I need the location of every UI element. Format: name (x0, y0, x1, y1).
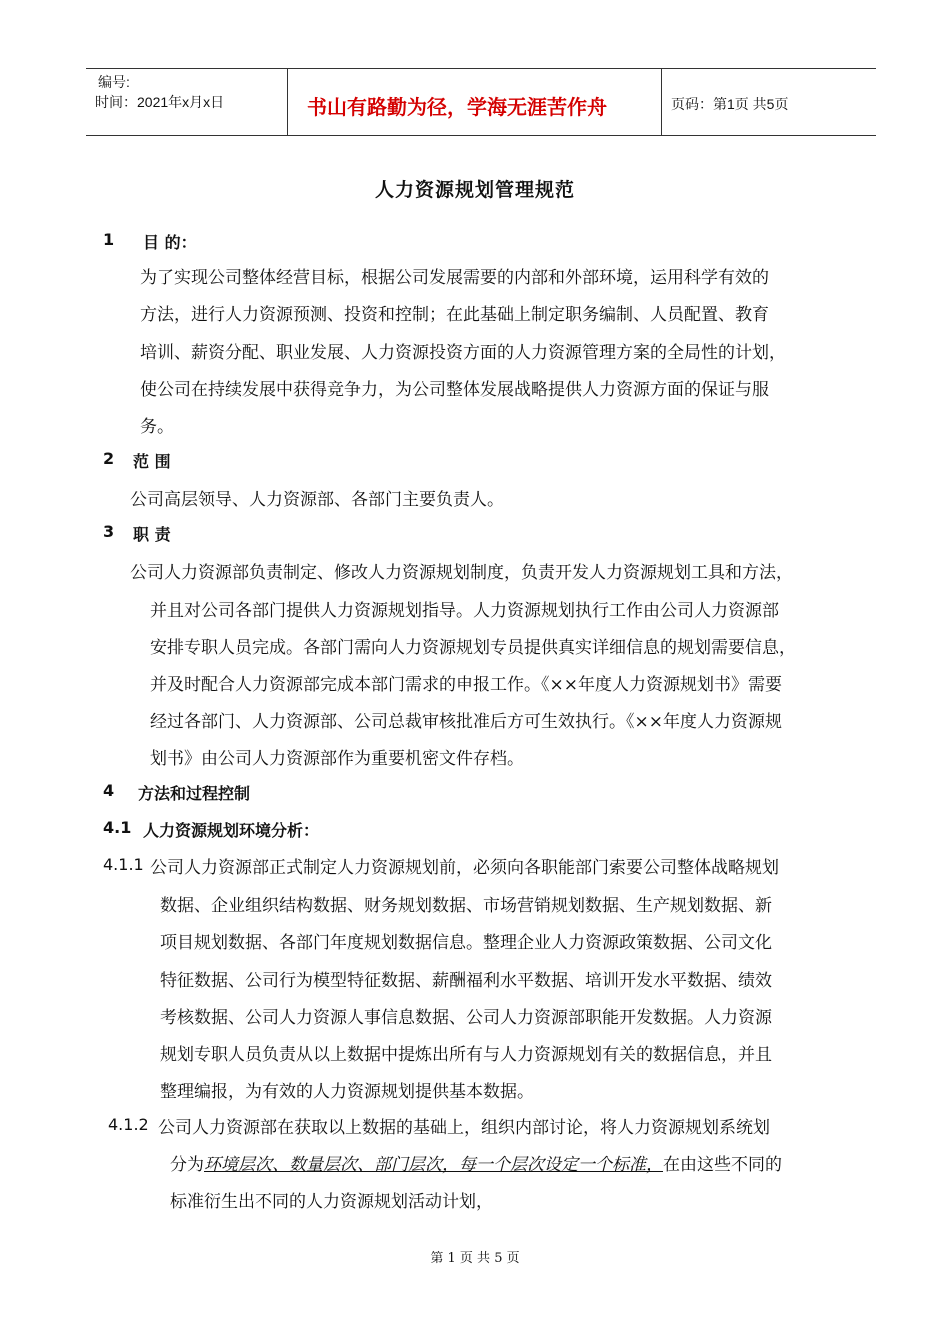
section-4-1-2-line: 标准衍生出不同的人力资源规划活动计划， (170, 1192, 493, 1212)
section-1-number: 1 (103, 230, 115, 249)
section-4-1-1-line: 考核数据、公司人力资源人事信息数据、公司人力资源部职能开发数据。人力资源 (160, 1008, 772, 1028)
section-1-line: 务。 (140, 417, 174, 437)
section-3-line: 经过各部门、人力资源部、公司总裁审核批准后方可生效执行。《××年度人力资源规 (150, 712, 782, 732)
page-footer: 第 1 页 共 5 页 (430, 1251, 520, 1266)
section-3-number: 3 (103, 522, 115, 541)
section-3-title: 职 责 (133, 525, 171, 544)
section-1-line: 为了实现公司整体经营目标，根据公司发展需要的内部和外部环境，运用科学有效的 (140, 268, 769, 288)
section-1-line: 使公司在持续发展中获得竞争力，为公司整体发展战略提供人力资源方面的保证与服 (140, 380, 769, 400)
section-4-1-2-number: 4.1.2 (108, 1115, 149, 1134)
section-4-1-2-underlined-text: 环境层次、数量层次、部门层次，每一个层次设定一个标准， (204, 1155, 663, 1175)
section-4-1-1-line: 项目规划数据、各部门年度规划数据信息。整理企业人力资源政策数据、公司文化 (160, 933, 772, 953)
section-2-line: 公司高层领导、人力资源部、各部门主要负责人。 (130, 490, 504, 510)
section-4-1-number: 4.1 (103, 818, 132, 837)
header-top-rule (86, 68, 876, 69)
section-2-number: 2 (103, 449, 115, 468)
section-4-number: 4 (103, 781, 115, 800)
header-number-label: 编号: (98, 74, 130, 90)
section-3-line: 安排专职人员完成。各部门需向人力资源规划专员提供真实详细信息的规划需要信息， (150, 638, 796, 658)
header-divider-right (661, 68, 662, 136)
section-4-title: 方法和过程控制 (138, 784, 251, 803)
header-divider-left (287, 68, 288, 136)
section-3-line: 并及时配合人力资源部完成本部门需求的申报工作。《××年度人力资源规划书》需要 (150, 675, 782, 695)
header-page-label: 页码：第1页 共5页 (671, 96, 789, 112)
section-3-line: 划书》由公司人力资源部作为重要机密文件存档。 (150, 749, 524, 769)
section-4-1-2-line (170, 1150, 782, 1175)
header-bottom-rule (86, 135, 876, 136)
section-4-1-1-number: 4.1.1 (103, 855, 144, 874)
section-4-1-2-line2-pre: 分为 (170, 1155, 204, 1175)
section-4-1-1-line: 公司人力资源部正式制定人力资源规划前，必须向各职能部门索要公司整体战略规划 (150, 858, 779, 878)
section-4-1-1-line: 特征数据、公司行为模型特征数据、薪酬福利水平数据、培训开发水平数据、绩效 (160, 971, 772, 991)
page-title: 人力资源规划管理规范 (374, 179, 575, 201)
section-1-title: 目 的： (143, 233, 197, 252)
section-1-line: 方法，进行人力资源预测、投资和控制；在此基础上制定职务编制、人员配置、教育 (140, 305, 769, 325)
header-time-label: 时间：2021年x月x日 (95, 94, 225, 110)
section-3-line: 公司人力资源部负责制定、修改人力资源规划制度，负责开发人力资源规划工具和方法， (130, 563, 793, 583)
section-4-1-1-line: 规划专职人员负责从以上数据中提炼出所有与人力资源规划有关的数据信息，并且 (160, 1045, 772, 1065)
section-4-1-2-line: 公司人力资源部在获取以上数据的基础上，组织内部讨论，将人力资源规划系统划 (158, 1118, 770, 1138)
section-4-1-title: 人力资源规划环境分析： (143, 821, 320, 840)
section-4-1-2-line2-post: 在由这些不同的 (663, 1155, 782, 1175)
section-2-title: 范 围 (133, 452, 171, 471)
section-3-line: 并且对公司各部门提供人力资源规划指导。人力资源规划执行工作由公司人力资源部 (150, 601, 779, 621)
section-4-1-1-line: 数据、企业组织结构数据、财务规划数据、市场营销规划数据、生产规划数据、新 (160, 896, 772, 916)
section-1-line: 培训、薪资分配、职业发展、人力资源投资方面的人力资源管理方案的全局性的计划， (140, 343, 786, 363)
header-motto: 书山有路勤为径，学海无涯苦作舟 (307, 95, 607, 119)
section-4-1-1-line: 整理编报，为有效的人力资源规划提供基本数据。 (160, 1082, 534, 1102)
